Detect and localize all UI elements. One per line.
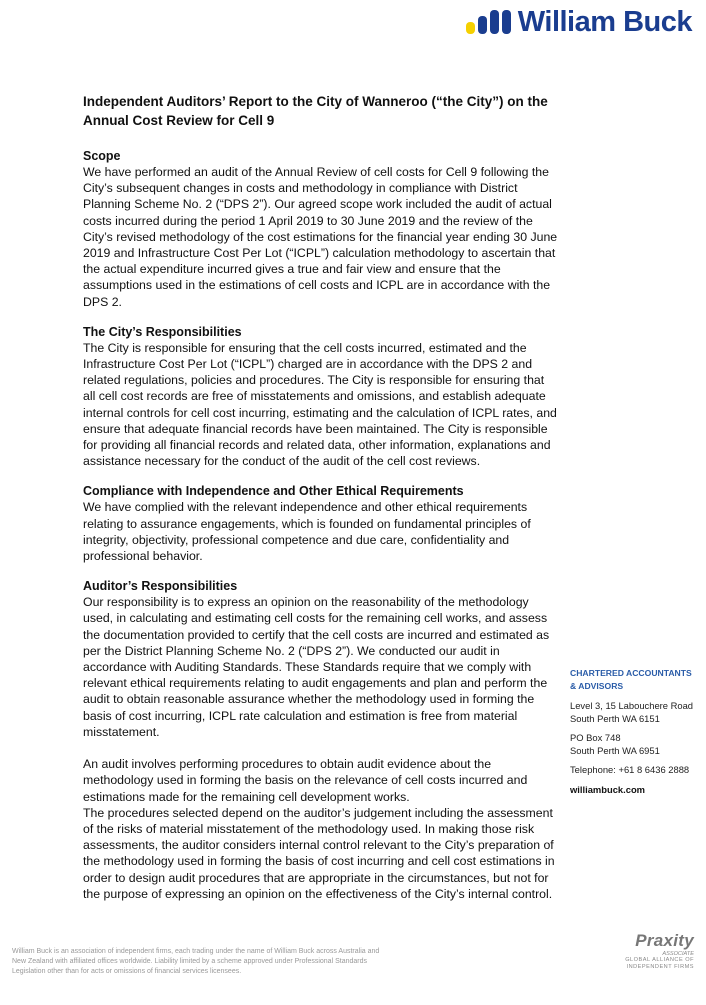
section-compliance-independence bbox=[83, 483, 558, 564]
postal-address bbox=[570, 732, 700, 757]
telephone: Telephone: +61 8 6436 2888 bbox=[570, 764, 690, 775]
william-buck-logo bbox=[466, 6, 692, 39]
firm-descriptor-line: CHARTERED ACCOUNTANTS bbox=[570, 668, 692, 678]
praxity-wordmark: Praxity bbox=[635, 931, 694, 950]
section-heading: Scope bbox=[83, 149, 121, 163]
section-paragraph: An audit involves performing procedures to obtain audit evidence about the methodology used in forming the basis on the relevance of cell costs incurred and estimations made for the remaining cell development works. bbox=[83, 757, 528, 804]
footer-disclaimer: William Buck is an association of independent firms, each trading under the name of William Buck across Australia and New Zealand with affiliated offices worldwide. Liability limited by a scheme approved under Professional Standards Legislation other than for acts or omissions of financial services licensees. bbox=[12, 948, 380, 975]
section-city-responsibilities bbox=[83, 324, 558, 470]
section-heading: Auditor’s Responsibilities bbox=[83, 579, 238, 594]
praxity-tagline: GLOBAL ALLIANCE OF bbox=[625, 957, 694, 963]
logo-wordmark: William Buck bbox=[517, 6, 692, 38]
william-buck-logo-icon bbox=[466, 8, 512, 38]
firm-descriptor bbox=[570, 667, 700, 692]
section-scope bbox=[83, 148, 558, 310]
street-address bbox=[570, 700, 700, 725]
section-paragraph: Our responsibility is to express an opinion on the reasonability of the methodology used, in calculating and estimating cell costs for the remaining cell works, and assess the documentation provided to certify that the cell costs are incurred and estimated as per the District Planning Scheme No. 2 (“DPS 2”). We conducted our audit in accordance with Auditing Standards. These Standards require that we comply with relevant ethical requirements relating to audit engagements and plan and perform the audit to obtain reasonable assurance whether the methodology used in forming the basis of cost incurring, ICPL rate calculation and estimation is free from material misstatement. bbox=[83, 595, 550, 739]
section-heading: Compliance with Independence and Other Ethical Requirements bbox=[83, 484, 464, 499]
address-line: PO Box 748 bbox=[570, 732, 621, 743]
praxity-associate: ASSOCIATE bbox=[662, 951, 694, 957]
section-auditor-responsibilities bbox=[83, 578, 558, 902]
address-line: South Perth WA 6151 bbox=[570, 712, 660, 724]
section-paragraph: We have complied with the relevant independence and other ethical requirements relating to assurance engagements, which is founded on fundamental principles of integrity, objectivity, professional competence and due care, confidentiality and professional behavior. bbox=[83, 500, 531, 564]
praxity-tagline: INDEPENDENT FIRMS bbox=[626, 964, 694, 970]
firm-contact-sidebar bbox=[570, 667, 700, 796]
section-paragraph: The procedures selected depend on the auditor’s judgement including the assessment of the risks of material misstatement of the methodology used. In making those risk assessments, the auditor considers internal control relevant to the City’s preparation of the methodology used in forming the basis of cost incurring and cell cost estimations in order to design audit procedures that are appropriate in the circumstances, but not for the purpose of expressing an opinion on the effectiveness of the City’s internal control. bbox=[83, 805, 555, 901]
report-title: Independent Auditors’ Report to the City of Wanneroo (“the City”) on the Annual Cost Review for Cell 9 bbox=[83, 94, 548, 128]
report-body bbox=[83, 92, 558, 916]
praxity-logo bbox=[614, 931, 694, 971]
firm-descriptor-line: & ADVISORS bbox=[570, 680, 624, 691]
address-line: South Perth WA 6951 bbox=[570, 744, 660, 756]
address-line: Level 3, 15 Labouchere Road bbox=[570, 700, 694, 711]
section-heading: The City’s Responsibilities bbox=[83, 324, 242, 339]
section-paragraph: The City is responsible for ensuring that the cell costs incurred, estimated and the Infrastructure Cost Per Lot (“ICPL”) charged are in accordance with the DPS 2 and related regulations, policies and procedures. The City is responsible for ensuring that all cell cost records are free of misstatements and omissions, and establish adequate internal controls for cell cost incurring, estimating and the calculation of ICPL rates, and ensure that adequate financial records have been maintained. The City is responsible for providing all financial records and related data, other information, explanations and assistance necessary for the conduct of the audit of the cell cost reviews. bbox=[83, 340, 557, 469]
section-paragraph: We have performed an audit of the Annual Review of cell costs for Cell 9 following the City’s subsequent changes in costs and methodology in compliance with District Planning Scheme No. 2 (“DPS 2”). Our agreed scope work included the audit of actual costs incurred during the period 1 April 2019 to 30 June 2019 and the review of the City’s revised methodology of the cost estimations for the financial year ending 30 June 2019 and Infrastructure Cost Per Lot (“ICPL”) calculation methodology to ascertain that the actual expenditure incurred gives a true and fair view and ensure that the assumptions used in the estimations of cell costs and ICPL are in accordance with the DPS 2. bbox=[83, 165, 558, 309]
website-link[interactable]: williambuck.com bbox=[570, 783, 646, 795]
